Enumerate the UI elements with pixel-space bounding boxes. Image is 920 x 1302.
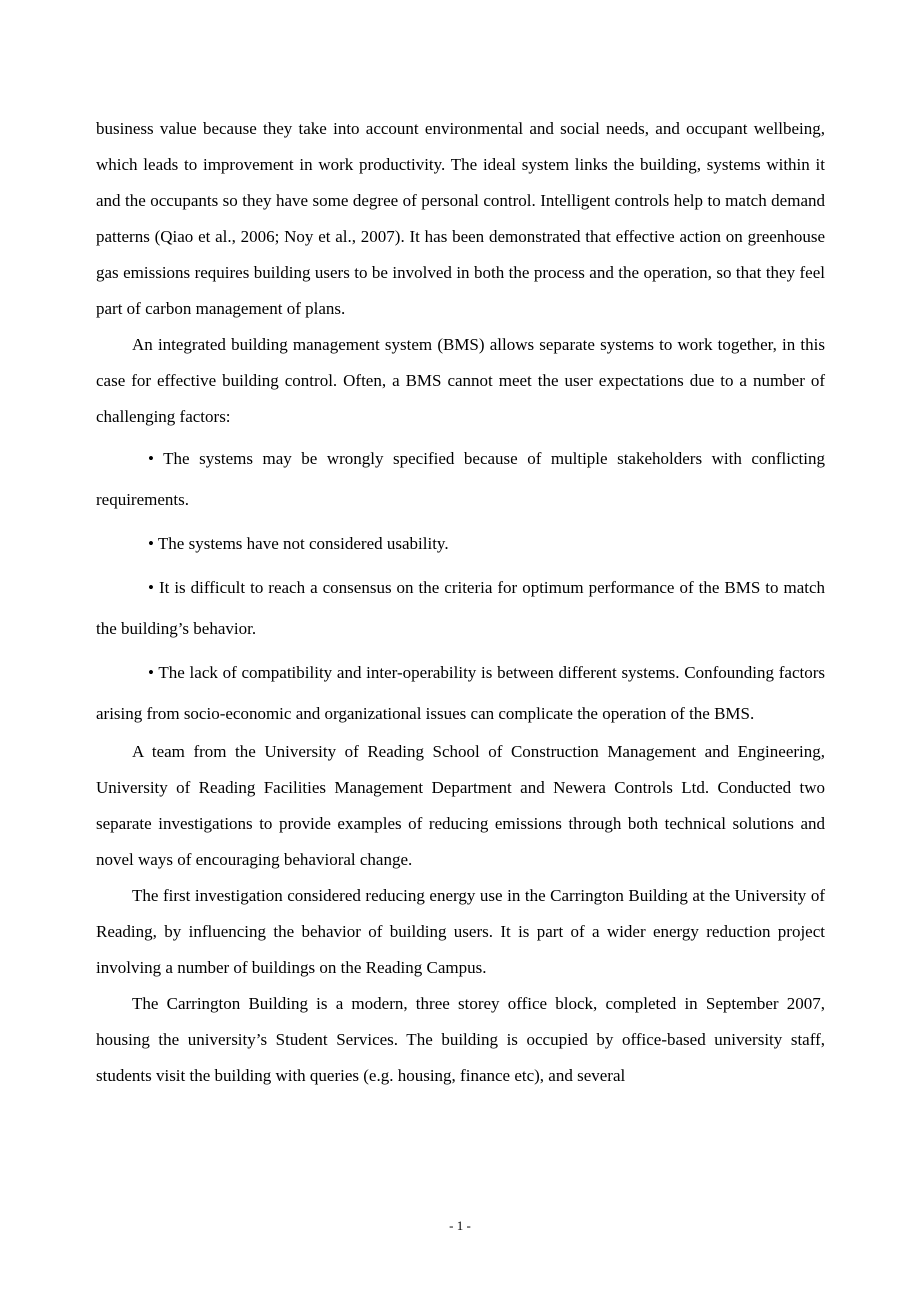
paragraph-2: An integrated building management system (BMS) allows separate systems to work together, in this case for effective building control. Often, a BMS cannot meet the user expectations due to a number of challenging factors: [96,335,825,426]
bullet-item [96,438,825,520]
bullet-marker: • [148,663,154,682]
paragraph-4: The first investigation considered reducing energy use in the Carrington Building at the University of Reading, by influencing the behavior of building users. It is part of a wider energy reduction project involving a number of buildings on the Reading Campus. [96,886,825,977]
page-number: - 1 - [449,1218,471,1233]
body-text [96,111,825,1094]
bullet-marker: • [148,449,154,468]
bullet-item [96,567,825,649]
bullet-marker: • [148,578,154,597]
bullet-text: It is difficult to reach a consensus on the criteria for optimum performance of the BMS to match the building’s behavior. [96,578,826,638]
paragraph-3: A team from the University of Reading School of Construction Management and Engineering, University of Reading Facilities Management Department and Newera Controls Ltd. Conducted two separate investigations to provide examples of reducing emissions through both technical solutions and novel ways of encouraging behavioral change. [96,742,825,869]
bullet-text: The lack of compatibility and inter-operability is between different systems. Confounding factors arising from socio-economic and organizational issues can complicate the operation of the BMS. [96,663,825,723]
bullet-item [96,523,825,564]
bullet-marker: • [148,534,154,553]
bullet-text: The systems have not considered usability. [157,534,449,553]
paragraph-5: The Carrington Building is a modern, three storey office block, completed in September 2007, housing the university’s Student Services. The building is occupied by office-based university staff, students visit the building with queries (e.g. housing, finance etc), and several [96,994,825,1085]
paragraph-1: business value because they take into account environmental and social needs, and occupant wellbeing, which leads to improvement in work productivity. The ideal system links the building, systems within it and the occupants so they have some degree of personal control. Intelligent controls help to match demand patterns (Qiao et al., 2006; Noy et al., 2007). It has been demonstrated that effective action on greenhouse gas emissions requires building users to be involved in both the process and the operation, so that they feel part of carbon management of plans. [96,119,825,318]
bullet-text: The systems may be wrongly specified because of multiple stakeholders with conflicting requirements. [96,449,825,509]
bullet-item [96,652,825,734]
